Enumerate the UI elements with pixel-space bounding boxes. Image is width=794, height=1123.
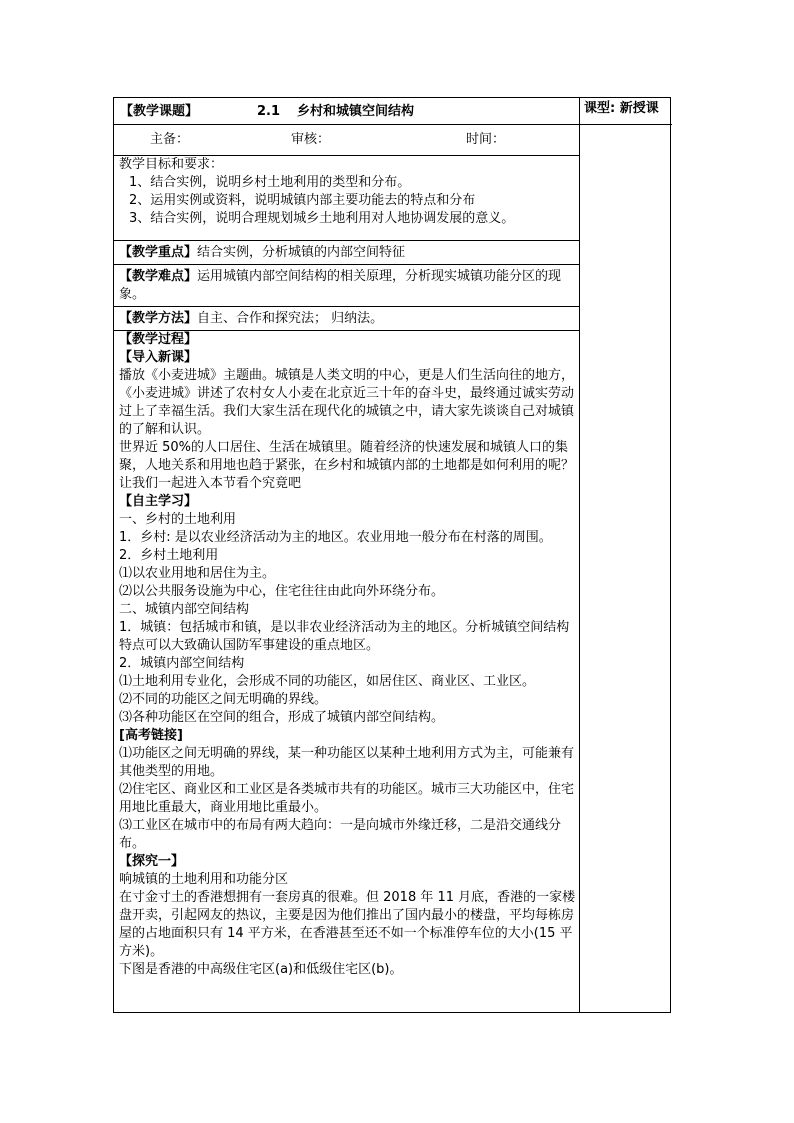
difficulties-text: 运用城镇内部空间结构的相关原理，分析现实城镇功能分区的现象。 xyxy=(119,269,562,302)
self-study-line: 二、城镇内部空间结构 xyxy=(119,602,250,617)
key-points-block xyxy=(119,244,577,262)
difficulties-block xyxy=(119,268,577,304)
self-study-line: ⑴以农业用地和居住为主。 xyxy=(119,566,276,581)
self-study-line: 2．城镇内部空间结构 xyxy=(119,656,245,671)
explore-line: 在寸金寸土的香港想拥有一套房真的很难。但 2018 年 11 月底，香港的一家楼盘开卖，引起网友的热议，主要是因为他们推出了国内最小的楼盘，平均每栋房屋的占地面积只有 14 平方米，在香港甚至还不如一个标准停车位的大小(15 平方米)。 xyxy=(119,890,576,959)
row-divider xyxy=(114,124,672,125)
intro-title: 【导入新课】 xyxy=(119,350,198,365)
row-divider xyxy=(114,264,579,265)
topic-title: 乡村和城镇空间结构 xyxy=(297,104,415,119)
objectives-block xyxy=(119,156,577,228)
methods-label: 【教学方法】 xyxy=(119,311,198,326)
exam-link-line: ⑴功能区之间无明确的界线，某一种功能区以某种土地利用方式为主，可能兼有其他类型的用地。 xyxy=(119,746,575,779)
exam-link-title: [高考链接] xyxy=(119,728,183,743)
objective-item: 3、结合实例，说明合理规划城乡土地利用对人地协调发展的意义。 xyxy=(129,211,515,226)
lesson-plan-table xyxy=(113,97,671,1013)
column-divider xyxy=(579,98,580,1012)
explore-line: 响城镇的土地利用和功能分区 xyxy=(119,872,289,887)
row-divider xyxy=(114,240,579,241)
self-study-line: 1．乡村: 是以农业经济活动为主的地区。农业用地一般分布在村落的周围。 xyxy=(119,530,552,545)
key-points-text: 结合实例，分析城镇的内部空间特征 xyxy=(197,245,406,260)
topic-label: 【教学课题】 xyxy=(120,104,199,119)
self-study-line: ⑶各种功能区在空间的组合，形成了城镇内部空间结构。 xyxy=(119,710,445,725)
prep-label: 主备： xyxy=(150,132,190,147)
methods-block xyxy=(119,310,577,328)
explore-line: 下图是香港的中高级住宅区(a)和低级住宅区(b)。 xyxy=(119,962,403,977)
review-label: 审核： xyxy=(291,132,331,147)
process-block xyxy=(119,331,577,979)
objective-item: 2、运用实例或资料，说明城镇内部主要功能去的特点和分布 xyxy=(129,193,476,208)
self-study-line: 1．城镇：包括城市和镇，是以非农业经济活动为主的地区。分析城镇空间结构特点可以大致确认国防军事建设的重点地区。 xyxy=(119,620,570,653)
self-study-title: 【自主学习】 xyxy=(119,494,198,509)
row-divider xyxy=(114,306,579,307)
time-label: 时间： xyxy=(466,132,506,147)
explore-title: 【探究一】 xyxy=(119,854,185,869)
exam-link-line: ⑶工业区在城市中的布局有两大趋向：一是向城市外缘迁移，二是沿交通线分布。 xyxy=(119,818,562,851)
topic-number: 2.1 xyxy=(257,104,281,119)
methods-text: 自主、合作和探究法； 归纳法。 xyxy=(197,311,384,326)
self-study-line: 2．乡村土地利用 xyxy=(119,548,219,563)
self-study-line: 一、乡村的土地利用 xyxy=(119,512,237,527)
difficulties-label: 【教学难点】 xyxy=(119,269,198,284)
key-points-label: 【教学重点】 xyxy=(119,245,198,260)
lesson-title-row xyxy=(120,103,575,123)
intro-paragraph: 播放《小麦进城》主题曲。城镇是人类文明的中心，更是人们生活向往的地方，《小麦进城》讲述了农村女人小麦在北京近三十年的奋斗史，最终通过诚实劳动过上了幸福生活。我们大家生活在现代化的城镇之中，请大家先谈谈自己对城镇的了解和认识。 xyxy=(119,368,575,437)
process-title: 【教学过程】 xyxy=(119,332,198,347)
lesson-type: 课型: 新授课 xyxy=(584,101,659,116)
objectives-title: 教学目标和要求： xyxy=(119,157,224,172)
objective-item: 1、结合实例，说明乡村土地利用的类型和分布。 xyxy=(129,175,411,190)
intro-paragraph: 世界近 50%的人口居住、生活在城镇里。随着经济的快速发展和城镇人口的集聚，人地关系和用地也趋于紧张，在乡村和城镇内部的土地都是如何利用的呢？让我们一起进入本节看个究竟吧 xyxy=(119,440,575,491)
self-study-line: ⑴土地利用专业化，会形成不同的功能区，如居住区、商业区、工业区。 xyxy=(119,674,536,689)
self-study-line: ⑵不同的功能区之间无明确的界线。 xyxy=(119,692,328,707)
exam-link-line: ⑵住宅区、商业区和工业区是各类城市共有的功能区。城市三大功能区中，住宅用地比重最大，商业用地比重最小。 xyxy=(119,782,575,815)
self-study-line: ⑵以公共服务设施为中心，住宅往往由此向外环绕分布。 xyxy=(119,584,445,599)
